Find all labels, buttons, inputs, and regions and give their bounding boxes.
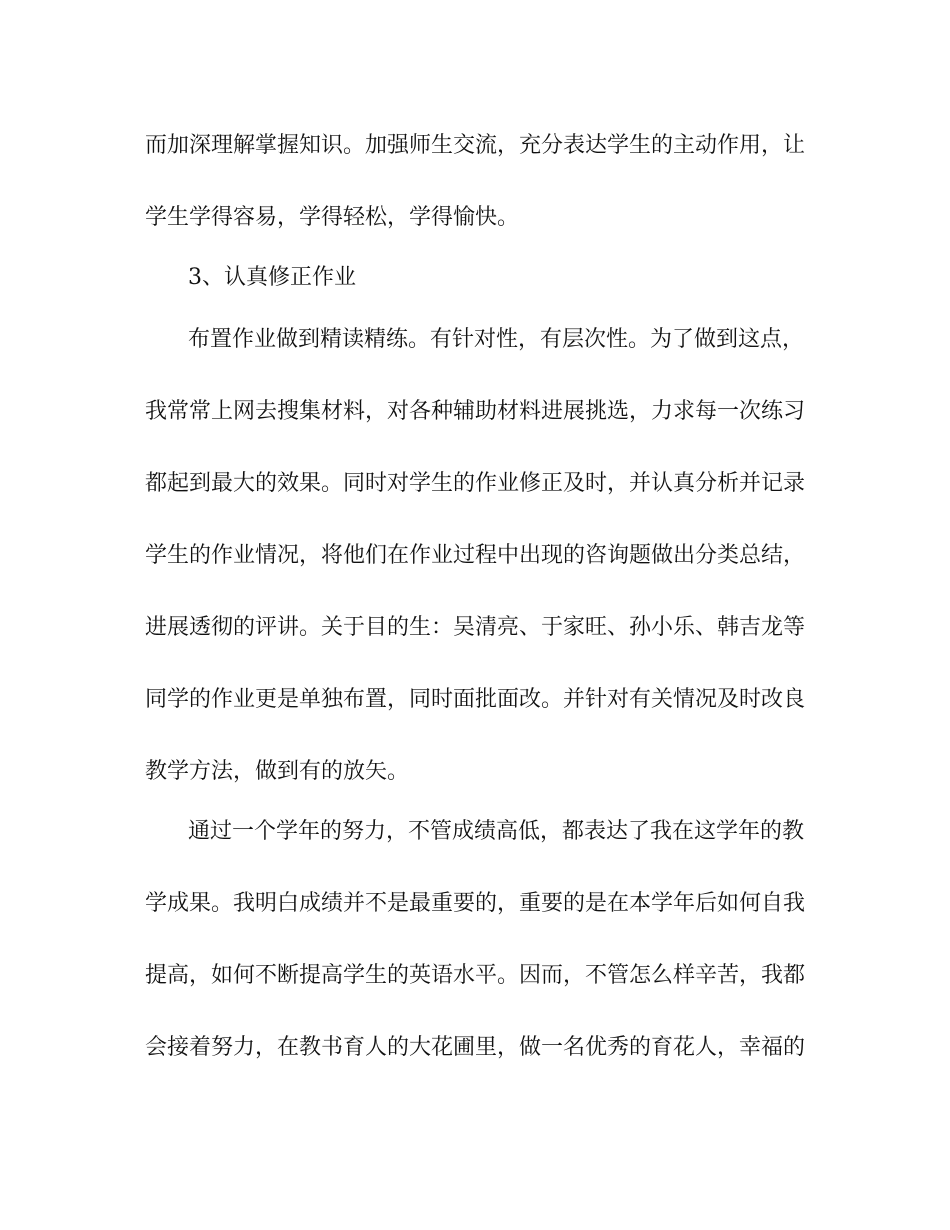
text-line: 学成果。我明白成绩并不是最重要的，重要的是在本学年后如何自我 [145, 891, 806, 916]
text-line: 而加深理解掌握知识。加强师生交流，充分表达学生的主动作用，让 [145, 133, 806, 158]
text-line: 教学方法，做到有的放矢。 [145, 759, 410, 784]
text-line: 都起到最大的效果。同时对学生的作业修正及时，并认真分析并记录 [145, 471, 806, 496]
text-line: 进展透彻的评讲。关于目的生：吴清亮、于家旺、孙小乐、韩吉龙等 [145, 615, 806, 640]
paragraph-first-line: 布置作业做到精读精练。有针对性，有层次性。为了做到这点， [188, 327, 805, 352]
text-line: 我常常上网去搜集材料，对各种辅助材料进展挑选，力求每一次练习 [145, 399, 806, 424]
text-line: 提高，如何不断提高学生的英语水平。因而，不管怎么样辛苦，我都 [145, 963, 806, 988]
section-heading: 3、认真修正作业 [188, 265, 356, 290]
text-line: 学生学得容易，学得轻松，学得愉快。 [145, 205, 520, 230]
text-line: 会接着努力，在教书育人的大花圃里，做一名优秀的育花人，幸福的 [145, 1035, 806, 1060]
text-line: 学生的作业情况，将他们在作业过程中出现的咨询题做出分类总结， [145, 543, 806, 568]
text-line: 同学的作业更是单独布置，同时面批面改。并针对有关情况及时改良 [145, 687, 806, 712]
paragraph-first-line: 通过一个学年的努力，不管成绩高低，都表达了我在这学年的教 [188, 819, 805, 844]
